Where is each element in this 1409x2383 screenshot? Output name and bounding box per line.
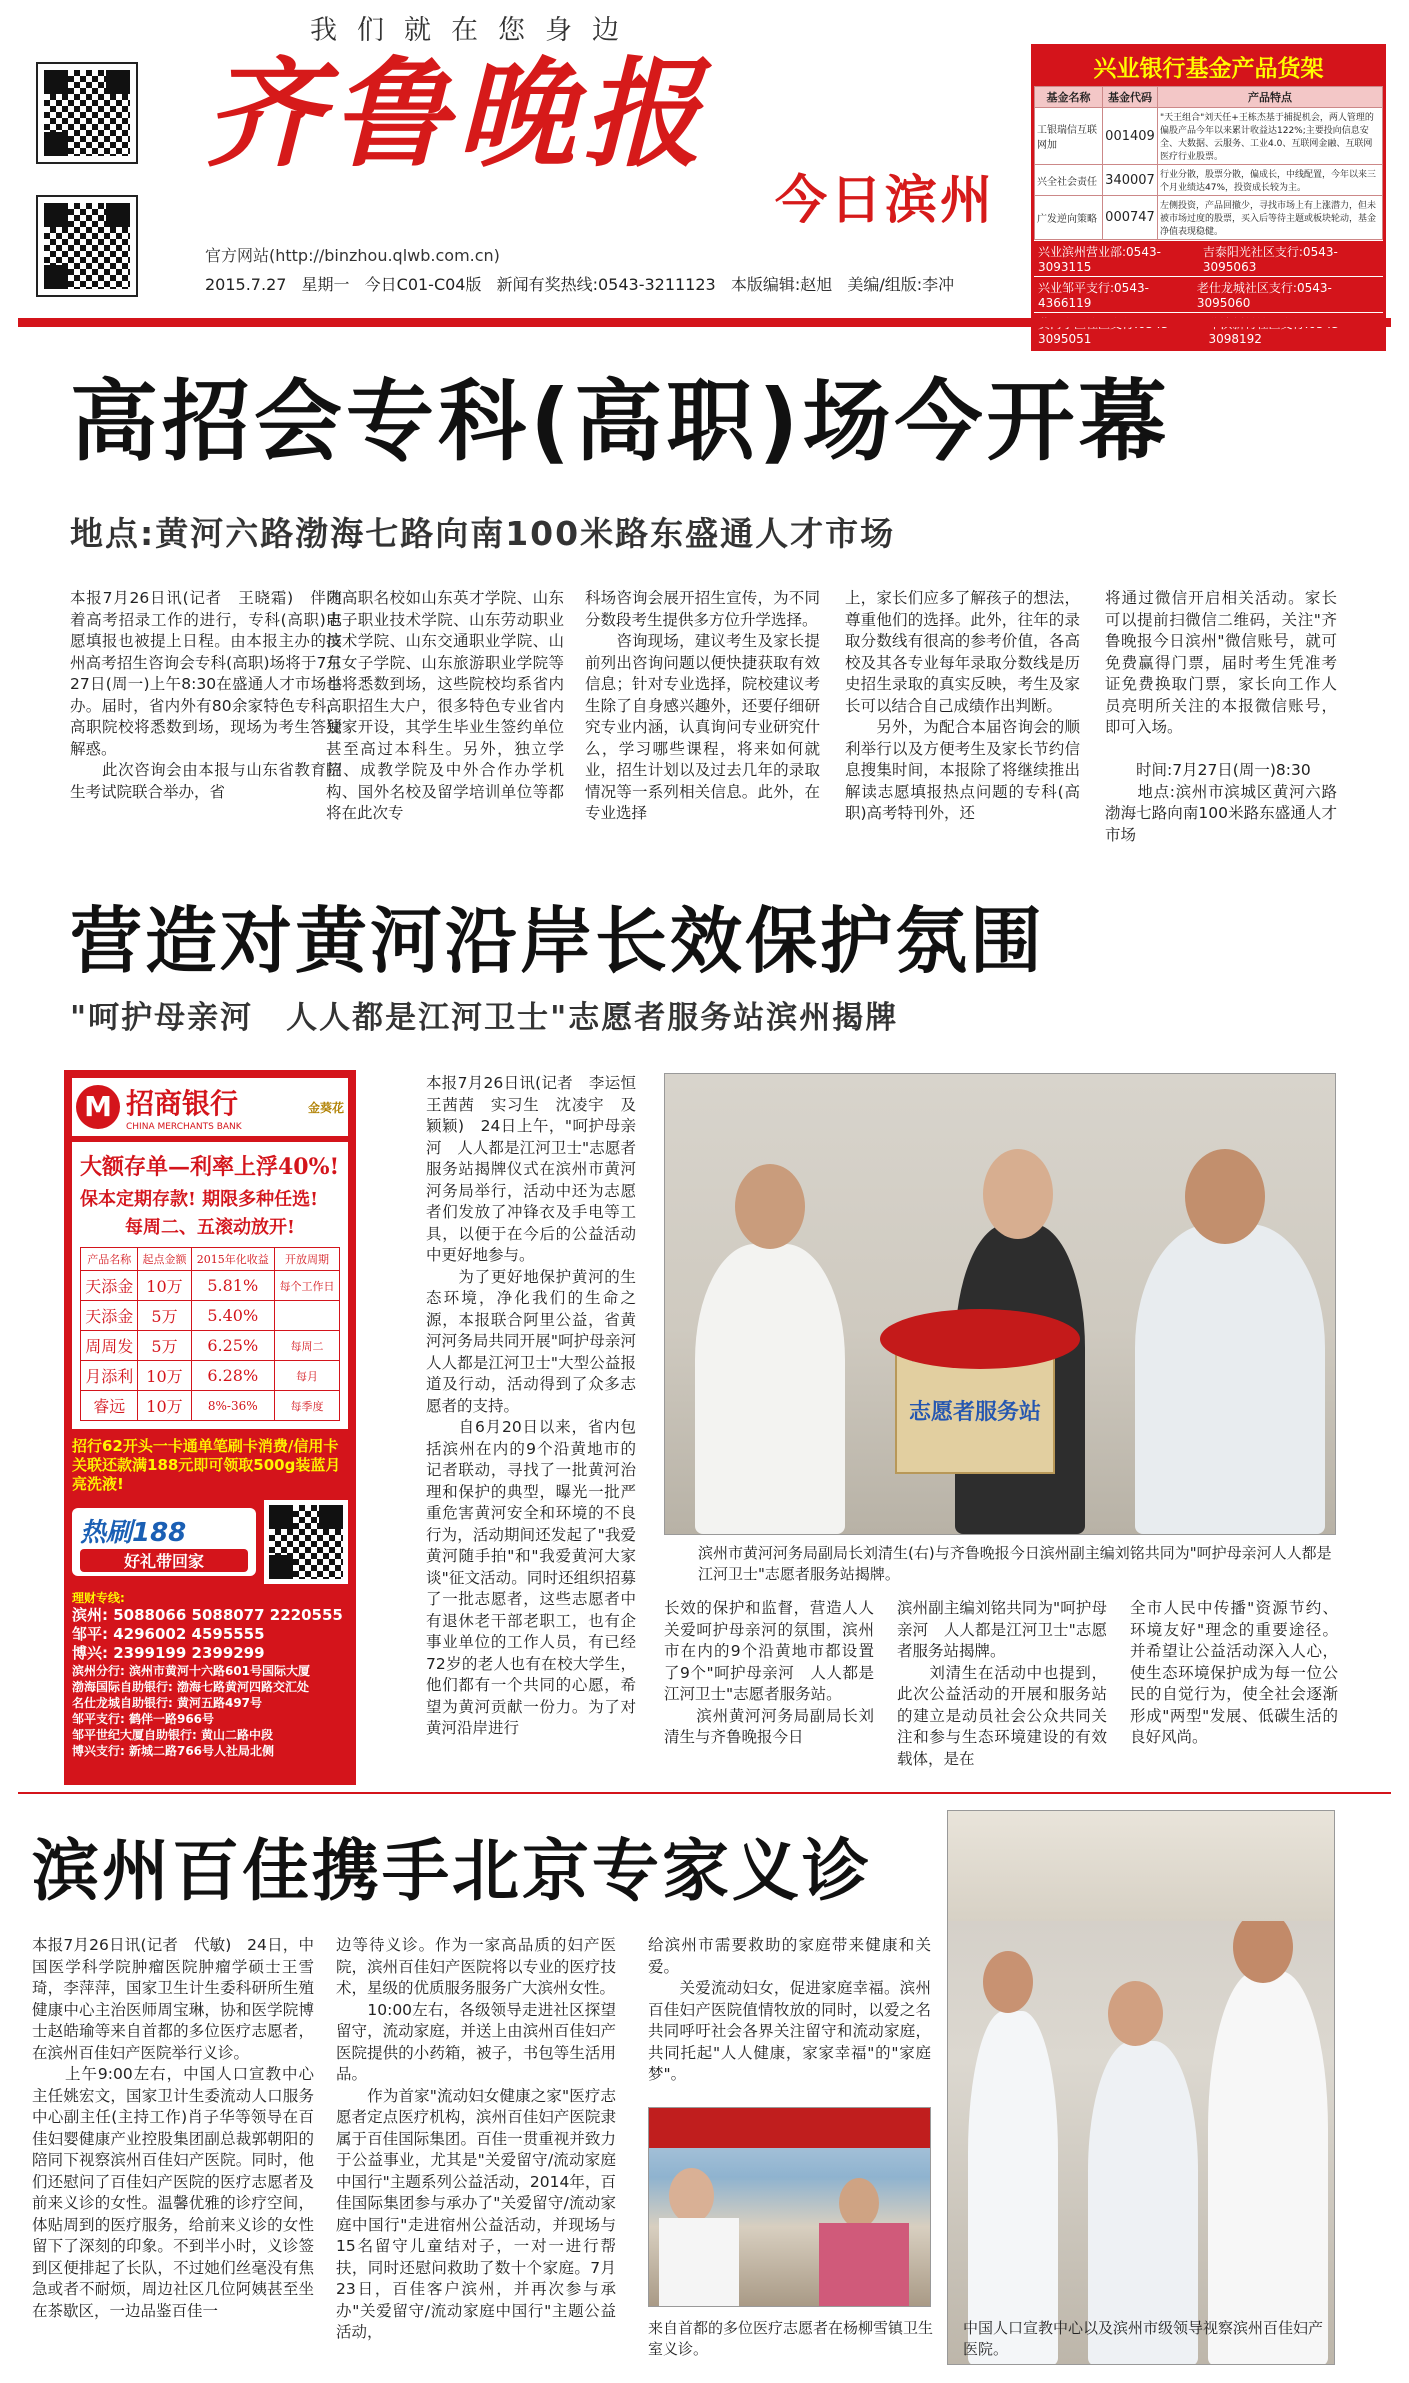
story2-subhead: "呵护母亲河 人人都是江河卫士"志愿者服务站滨州揭牌 bbox=[70, 1000, 899, 1036]
story2-col: 全市人民中传播"资源节约、环境友好"理念的重要途径。并希望让公益活动深入人心，使生态环境保护成为每一位公民的自觉行为，使全社会逐渐形成"两型"发展、低碳生活的良好风尚。 bbox=[1130, 1599, 1338, 1746]
rate-cell: 5.40% bbox=[191, 1301, 274, 1331]
branch-line bbox=[1034, 276, 1383, 312]
fund-row bbox=[1035, 165, 1383, 196]
branch-phone: 兴业邹平支行:0543-4366119 bbox=[1038, 281, 1149, 310]
fund-desc: 左侧投资，产品回撤少，寻找市场上有上涨潜力，但未被市场过度的股票，买入后等待主题或板块轮动，基金净值表现稳健。 bbox=[1158, 196, 1383, 240]
dateline bbox=[205, 272, 954, 295]
rate-table bbox=[80, 1247, 340, 1421]
bank-name: 招商银行 bbox=[126, 1087, 239, 1120]
page-designer: 美编/组版:李冲 bbox=[847, 275, 955, 294]
fund-code: 000747 bbox=[1103, 196, 1158, 240]
hotline-line: 邹平世纪大厦自助银行: 黄山二路中段 bbox=[72, 1728, 273, 1742]
branch-line bbox=[1034, 240, 1383, 276]
masthead-slogan: 我们就在您身边 bbox=[310, 15, 639, 46]
story2-headline: 营造对黄河沿岸长效保护氛围 bbox=[70, 899, 1046, 983]
hotline-line: 邹平支行: 鹤伴一路966号 bbox=[72, 1712, 215, 1726]
issue-weekday: 星期一 bbox=[301, 275, 350, 294]
issue-date: 2015.7.27 bbox=[205, 275, 287, 294]
fund-code: 340007 bbox=[1103, 165, 1158, 196]
photo3-caption: 来自首都的多位医疗志愿者在杨柳雪镇卫生室义诊。 bbox=[648, 2319, 934, 2358]
rate-row bbox=[81, 1301, 340, 1331]
story1-col: 本报7月26日讯(记者 王晓霜) 伴随着高考招录工作的进行，专科(高职)志愿填报也被提上日程。由本报主办的滨州高考招生咨询会专科(高职)场将于7月27日(周一)上午8:30在盛通人才市场举办。届时，省内外有80余家特色专科，高职院校将悉数到场，现场为考生答疑解惑。 此次咨询会由本报与山东省教育招生考试院联合举办，省 bbox=[70, 589, 342, 801]
rate-cell: 10万 bbox=[138, 1361, 191, 1391]
rate-header: 产品名称 bbox=[81, 1248, 138, 1271]
rate-cell: 6.25% bbox=[191, 1331, 274, 1361]
fund-ad-title: 兴业银行基金产品货架 bbox=[1034, 47, 1383, 86]
story1-headline: 高招会专科(高职)场今开幕 bbox=[70, 370, 1171, 473]
branch-phone: 3095051 bbox=[1038, 332, 1092, 346]
bank-english-name: CHINA MERCHANTS BANK bbox=[126, 1122, 242, 1132]
story1-subhead: 地点:黄河六路渤海七路向南100米路东盛通人才市场 bbox=[70, 514, 896, 553]
story3-col: 给滨州市需要救助的家庭带来健康和关爱。 关爱流动妇女，促进家庭幸福。滨州百佳妇产医院值情牧放的同时，以爱之名共同呼吁社会各界关注留守和流动家庭，共同托起"人人健康，家家幸福"的"家庭梦"。 bbox=[648, 1936, 931, 2083]
person-figure bbox=[659, 2218, 739, 2307]
qr-code-icon bbox=[36, 62, 138, 164]
ceremony-photo bbox=[664, 1073, 1336, 1535]
person-head bbox=[983, 1951, 1033, 2013]
story3-col: 边等待义诊。作为一家高品质的妇产医院，滨州百佳妇产医院将以专业的医疗技术，星级的优质服务服务广大滨州女性。 10:00左右，各级领导走进社区探望留守，流动家庭，并送上由滨州百佳妇产医院提供的小药箱，被子，书包等生活用品。 作为首家"流动妇女健康之家"医疗志愿者定点医疗机构，滨州百佳妇产医院隶属于百佳国际集团。百佳一贯重视并致力于公益事业，尤其是"关爱留守/流动家庭中国行"主题系列公益活动，2014年，百佳国际集团参与承办了"关爱留守/流动家庭中国行"走进宿州公益活动，并现场与15名留守儿童结对子，一对一进行帮扶，同时还慰问救助了数十个家庭。7月23日，百佳客户滨州，并再次参与承办"关爱留守/流动家庭中国行"主题公益活动， bbox=[336, 1936, 616, 2341]
branch-phone: 吉泰阳光社区支行:0543-3095063 bbox=[1202, 245, 1338, 274]
issue-pages: 今日C01-C04版 bbox=[364, 275, 482, 294]
rate-cell: 10万 bbox=[138, 1271, 191, 1301]
fund-header: 基金代码 bbox=[1103, 87, 1158, 108]
qr-code-icon bbox=[36, 195, 138, 297]
rate-header: 开放周期 bbox=[274, 1248, 339, 1271]
rate-cell: 睿远 bbox=[81, 1391, 138, 1421]
fund-code: 001409 bbox=[1103, 108, 1158, 165]
news-hotline: 新闻有奖热线:0543-3211123 bbox=[496, 275, 716, 294]
masthead-rule bbox=[18, 318, 1391, 327]
page-editor: 本版编辑:赵旭 bbox=[730, 275, 833, 294]
photo1-caption: 滨州市黄河河务局副局长刘清生(右)与齐鲁晚报今日滨州副主编刘铭共同为"呵护母亲河人人都是江河卫士"志愿者服务站揭牌。 bbox=[698, 1544, 1332, 1583]
clinic-photo bbox=[648, 2107, 931, 2307]
fund-table bbox=[1034, 86, 1383, 240]
rate-cell: 5万 bbox=[138, 1331, 191, 1361]
hotline-line: 滨州分行: 滨州市黄河十六路601号国际大厦 bbox=[72, 1664, 311, 1678]
rate-row bbox=[81, 1271, 340, 1301]
hotline-line: 博兴支行: 新城二路766号人社局北侧 bbox=[72, 1744, 275, 1758]
story3-col: 本报7月26日讯(记者 代敏) 24日，中国医学科学院肿瘤医院肿瘤学硕士王雪琦，李萍萍，国家卫生计生委科研所生殖健康中心主治医师周宝琳，协和医学院博士赵皓瑜等来自首都的多位医疗志愿者，在滨州百佳妇产医院举行义诊。 上午9:00左右，中国人口宣教中心主任姚宏文，国家卫计生委流动人口服务中心副主任(主持工作)肖子华等领导在百佳妇婴健康产业控股集团副总裁郭朝阳的陪同下视察滨州百佳妇产医院。同时，他们还慰问了百佳妇产医院的医疗志愿者及前来义诊的女性。温馨优雅的诊疗空间，体贴周到的医疗服务，给前来义诊的女性留下了深刻的印象。不到半小时，义诊签到区便排起了长队，不过她们丝毫没有焦急或者不耐烦，周边社区几位阿姨甚至坐在茶歇区，一边品鉴百佳一 bbox=[32, 1936, 314, 2320]
promo-badge: 热刷188 bbox=[80, 1518, 187, 1548]
promo-badge-sub: 好礼带回家 bbox=[80, 1549, 248, 1572]
newspaper-logo: 齐鲁晚报 bbox=[205, 44, 710, 183]
story2-col: 长效的保护和监督，营造人人关爱呵护母亲河的氛围，滨州市在内的9个沿黄地市都设置了9个"呵护母亲河 人人都是江河卫士"志愿者服务站。 滨州黄河河务局副局长刘清生与齐鲁晚报今日 bbox=[664, 1599, 874, 1746]
branch-phone: 老仕龙城社区支行:0543-3095060 bbox=[1196, 281, 1332, 310]
person-figure bbox=[1088, 2041, 1198, 2365]
story2-col: 滨州副主编刘铭共同为"呵护母亲河 人人都是江河卫士"志愿者服务站揭牌。 刘清生在活动中也提到，此次公益活动的开展和服务站的建立是动员社会公众共同关注和参与生态环境建设的有效载体，是在 bbox=[897, 1599, 1107, 1768]
rate-cell: 8%-36% bbox=[191, 1391, 274, 1421]
fund-desc: "天王组合"刘天任+王栋杰基于捕捉机会，两人管理的偏股产品今年以来累计收益达122%;主要投向信息安全、大数据、云服务、工业4.0、互联网金融、互联网医疗行业股票。 bbox=[1158, 108, 1383, 165]
rate-row bbox=[81, 1331, 340, 1361]
section-rule bbox=[18, 1792, 1391, 1794]
rate-cell: 每周二 bbox=[274, 1331, 339, 1361]
photo2-caption: 中国人口宣教中心以及滨州市级领导视察滨州百佳妇产医院。 bbox=[963, 2319, 1324, 2358]
person-head bbox=[1185, 1149, 1265, 1244]
qr-code-icon bbox=[264, 1500, 348, 1584]
branch-phone: 兴业滨州营业部:0543-3093115 bbox=[1038, 245, 1161, 274]
rate-cell: 6.28% bbox=[191, 1361, 274, 1391]
rate-cell: 5万 bbox=[138, 1301, 191, 1331]
story1-col: 科场咨询会展开招生宣传，为不同分数段考生提供多方位升学选择。 咨询现场，建议考生及家长提前列出咨询问题以便快捷获取有效信息；针对专业选择，院校建议考生除了自身感兴趣外，还要仔细研究专业内涵，认真询问专业研究什么，学习哪些课程，将来如何就业，招生计划以及过去几年的录取情况等一系列相关信息。此外，在专业选择 bbox=[585, 589, 820, 822]
rate-cell: 10万 bbox=[138, 1391, 191, 1421]
rate-cell: 天添金 bbox=[81, 1301, 138, 1331]
rate-cell: 天添金 bbox=[81, 1271, 138, 1301]
ad-line: 大额存单—利率上浮40%! bbox=[80, 1154, 340, 1180]
hotline-line: 博兴: 2399199 2399299 bbox=[72, 1644, 265, 1662]
hotline-line: 滨州: 5088066 5088077 2220555 bbox=[72, 1606, 343, 1624]
person-head bbox=[1233, 1911, 1293, 1983]
rate-cell: 月添利 bbox=[81, 1361, 138, 1391]
rate-cell: 5.81% bbox=[191, 1271, 274, 1301]
hotline-line: 理财专线: bbox=[72, 1591, 125, 1605]
plaque-text: 志愿者服务站 bbox=[908, 1400, 1041, 1425]
ad-line: 每周二、五滚动放开! bbox=[125, 1217, 295, 1238]
fund-header: 产品特点 bbox=[1158, 87, 1383, 108]
ad-line: 保本定期存款! 期限多种任选! bbox=[80, 1189, 319, 1210]
promo-text: 招行62开头一卡通单笔刷卡消费/信用卡关联还款满188元即可领取500g装蓝月亮洗液! bbox=[72, 1437, 341, 1493]
fund-row bbox=[1035, 196, 1383, 240]
fund-name: 兴全社会责任 bbox=[1035, 165, 1103, 196]
brand-label: 金葵花 bbox=[307, 1100, 344, 1115]
rate-cell: 每月 bbox=[274, 1361, 339, 1391]
rate-cell: 周周发 bbox=[81, 1331, 138, 1361]
official-site[interactable]: 官方网站(http://binzhou.qlwb.com.cn) bbox=[205, 246, 500, 265]
inspection-photo bbox=[947, 1810, 1335, 2365]
edition-name: 今日滨州 bbox=[775, 170, 996, 231]
fund-row bbox=[1035, 108, 1383, 165]
red-ribbon bbox=[880, 1309, 1080, 1369]
person-figure bbox=[819, 2223, 909, 2307]
bank-logo-icon: M bbox=[76, 1085, 120, 1129]
hotline-line: 名仕龙城自助银行: 黄河五路497号 bbox=[72, 1696, 263, 1710]
rate-cell: 每季度 bbox=[274, 1391, 339, 1421]
person-head bbox=[983, 1149, 1053, 1239]
hotline-line: 渤海国际自助银行: 渤海七路黄河四路交汇处 bbox=[72, 1680, 309, 1694]
fund-name: 广发逆向策略 bbox=[1035, 196, 1103, 240]
person-head bbox=[735, 1164, 805, 1249]
person-figure bbox=[695, 1244, 845, 1534]
story2-col: 本报7月26日讯(记者 李运恒 王茜茜 实习生 沈凌宇 及颖颖) 24日上午，"呵护母亲河 人人都是江河卫士"志愿者服务站揭牌仪式在滨州市黄河河务局举行，活动中还为志愿者们发放了冲锋衣及手电等工具，以便于在今后的公益活动中更好地参与。 为了更好地保护黄河的生态环境，净化我们的生命之源，本报联合阿里公益，省黄河河务局共同开展"呵护母亲河 人人都是江河卫士"大型公益报道及行动，活动得到了众多志愿者的支持。 自6月20日以来，省内包括滨州在内的9个沿黄地市的记者联动，寻找了一批黄河治理和保护的典型，曝光一批严重危害黄河安全和环境的不良行为，活动期间还发起了"我爱黄河随手拍"和"我爱黄河大家谈"征文活动。同时还组织招募了一批志愿者，这些志愿者中有退休老干部老职工，也有企事业单位的工作人员，有已经72岁的老人也有在校大学生，他们都有一个共同的心愿，希望为黄河贡献一份力。为了对黄河沿岸进行 bbox=[426, 1074, 636, 1737]
story1-col: 内高职名校如山东英才学院、山东电子职业技术学院、山东劳动职业技术学院、山东交通职业学院、山东女子学院、山东旅游职业学院等也将悉数到场，这些院校均系省内高职招生大户，很多特色专业省内独家开设，其学生毕业生签约单位甚至高过本科生。另外，独立学院、成教学院及中外合作办学机构、国外名校及留学培训单位等都将在此次专 bbox=[326, 589, 564, 822]
bank-ad bbox=[64, 1070, 356, 1785]
fund-name: 工银瑞信互联网加 bbox=[1035, 108, 1103, 165]
story1-col: 上，家长们应多了解孩子的想法，尊重他们的选择。此外，往年的录取分数线有很高的参考价值，各高校及其各专业每年录取分数线是历史招生录取的真实反映，考生及家长可以结合自己成绩作出判断。 另外，为配合本届咨询会的顺利举行以及方便考生及家长节约信息搜集时间，本报除了将继续推出解读志愿填报热点问题的专科(高职)高考特刊外，还 bbox=[845, 589, 1080, 822]
person-head bbox=[839, 2178, 879, 2228]
branch-phone: 3098192 bbox=[1208, 332, 1262, 346]
fund-desc: 行业分散，股票分散，偏成长，中线配置，今年以来三个月业绩达47%，投资成长较为主。 bbox=[1158, 165, 1383, 196]
ceiling bbox=[948, 1811, 1335, 1921]
rate-header: 2015年化收益 bbox=[191, 1248, 274, 1271]
person-figure bbox=[968, 2011, 1058, 2365]
rate-cell: 每个工作日 bbox=[274, 1271, 339, 1301]
person-head bbox=[669, 2168, 714, 2223]
person-head bbox=[1108, 1981, 1163, 2046]
banner bbox=[649, 2108, 931, 2148]
rate-row bbox=[81, 1361, 340, 1391]
rate-cell bbox=[274, 1301, 339, 1331]
fund-header: 基金名称 bbox=[1035, 87, 1103, 108]
story3-headline: 滨州百佳携手北京专家义诊 bbox=[32, 1832, 872, 1910]
person-figure bbox=[1135, 1224, 1325, 1534]
rate-row bbox=[81, 1391, 340, 1421]
rate-header: 起点金额 bbox=[138, 1248, 191, 1271]
fund-ad bbox=[1031, 44, 1386, 351]
person-figure bbox=[1208, 1971, 1328, 2365]
story1-col: 将通过微信开启相关活动。家长可以提前扫微信二维码，关注"齐鲁晚报今日滨州"微信账号，就可免费赢得门票，届时考生凭准考证免费换取门票，家长向工作人员亮明所关注的本报微信账号，即可入场。 时间:7月27日(周一)8:30 地点:滨州市滨城区黄河六路渤海七路向南100米路东盛通人才市场 bbox=[1105, 589, 1337, 844]
hotline-line: 邹平: 4296002 4595555 bbox=[72, 1625, 265, 1643]
